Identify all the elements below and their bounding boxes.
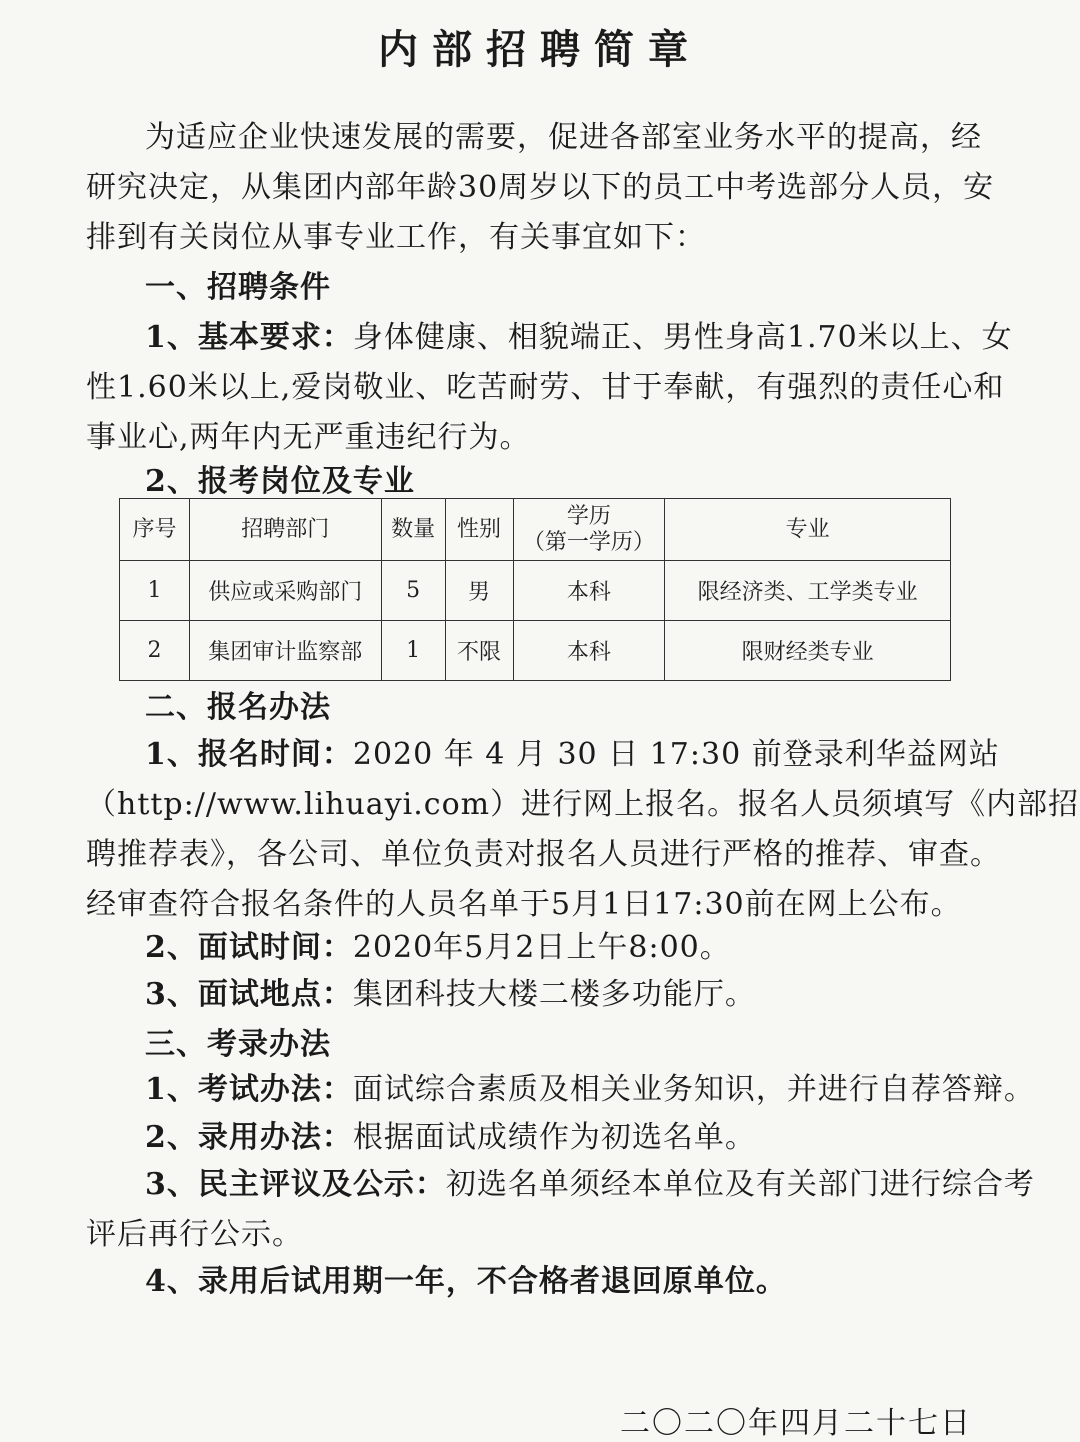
hiring-method	[145, 1118, 756, 1158]
cell-index: 2	[120, 621, 190, 681]
cell-gender: 男	[445, 561, 513, 621]
signature-date: 二〇二〇年四月二十七日	[620, 1406, 972, 1441]
interview-location-label: 3、面试地点：	[145, 977, 353, 1012]
positions-heading: 2、报考岗位及专业	[145, 464, 415, 499]
public-review-text: 初选名单须经本单位及有关部门进行综合考	[445, 1167, 1035, 1202]
interview-location	[145, 975, 756, 1015]
exam-method	[145, 1070, 1035, 1110]
registration-time	[145, 735, 1000, 775]
cell-major: 限经济类、工学类专业	[665, 561, 951, 621]
basic-requirements-label: 1、基本要求：	[145, 320, 353, 355]
header-education	[513, 499, 665, 561]
registration-line-3: 聘推荐表》，各公司、单位负责对报名人员进行严格的推荐、审查。	[86, 837, 1001, 872]
interview-time	[145, 928, 731, 968]
intro-line-3: 排到有关岗位从事专业工作，有关事宜如下：	[86, 220, 706, 255]
cell-gender: 不限	[445, 621, 513, 681]
cell-department: 供应或采购部门	[189, 561, 381, 621]
cell-education: 本科	[513, 621, 665, 681]
public-review	[145, 1165, 1035, 1205]
interview-time-text: 2020年5月2日上午8:00。	[352, 930, 731, 965]
cell-quantity: 5	[381, 561, 445, 621]
basic-requirements-line-3: 事业心,两年内无严重违纪行为。	[86, 420, 531, 455]
cell-major: 限财经类专业	[665, 621, 951, 681]
header-major: 专业	[665, 499, 951, 561]
exam-method-label: 1、考试办法：	[145, 1072, 353, 1107]
section3-heading: 三、考录办法	[145, 1027, 331, 1062]
header-education-line-2: （第一学历）	[522, 529, 655, 555]
probation-note: 4、录用后试用期一年，不合格者退回原单位。	[145, 1264, 787, 1299]
cell-quantity: 1	[381, 621, 445, 681]
public-review-line-2: 评后再行公示。	[86, 1217, 303, 1252]
header-education-line-1: 学历	[566, 503, 611, 529]
header-quantity: 数量	[381, 499, 445, 561]
basic-requirements-text: 身体健康、相貌端正、男性身高1.70米以上、女	[352, 320, 1013, 355]
registration-time-text: 2020 年 4 月 30 日 17:30 前登录利华益网站	[352, 737, 1000, 772]
positions-table	[119, 498, 951, 681]
table-header-row	[120, 499, 951, 561]
hiring-method-text: 根据面试成绩作为初选名单。	[352, 1120, 756, 1155]
header-index: 序号	[120, 499, 190, 561]
public-review-label: 3、民主评议及公示：	[145, 1167, 446, 1202]
table-row	[120, 621, 951, 681]
section2-heading: 二、报名办法	[145, 690, 331, 725]
basic-requirements-line-2: 性1.60米以上,爱岗敬业、吃苦耐劳、甘于奉献，有强烈的责任心和	[86, 370, 1005, 405]
section1-heading: 一、招聘条件	[145, 270, 331, 305]
table-row	[120, 561, 951, 621]
cell-department: 集团审计监察部	[189, 621, 381, 681]
intro-line-1: 为适应企业快速发展的需要，促进各部室业务水平的提高，经	[145, 120, 982, 155]
intro-line-2: 研究决定，从集团内部年龄30周岁以下的员工中考选部分人员，安	[86, 170, 995, 205]
basic-requirements	[145, 318, 1013, 358]
interview-time-label: 2、面试时间：	[145, 930, 353, 965]
cell-index: 1	[120, 561, 190, 621]
hiring-method-label: 2、录用办法：	[145, 1120, 353, 1155]
header-department: 招聘部门	[189, 499, 381, 561]
registration-time-label: 1、报名时间：	[145, 737, 353, 772]
interview-location-text: 集团科技大楼二楼多功能厅。	[352, 977, 756, 1012]
document-title: 内部招聘简章	[378, 26, 702, 73]
registration-line-2: （http://www.lihuayi.com）进行网上报名。报名人员须填写《内部招	[86, 787, 1080, 822]
exam-method-text: 面试综合素质及相关业务知识，并进行自荐答辩。	[352, 1072, 1035, 1107]
cell-education: 本科	[513, 561, 665, 621]
header-gender: 性别	[445, 499, 513, 561]
registration-line-4: 经审查符合报名条件的人员名单于5月1日17:30前在网上公布。	[86, 887, 962, 922]
